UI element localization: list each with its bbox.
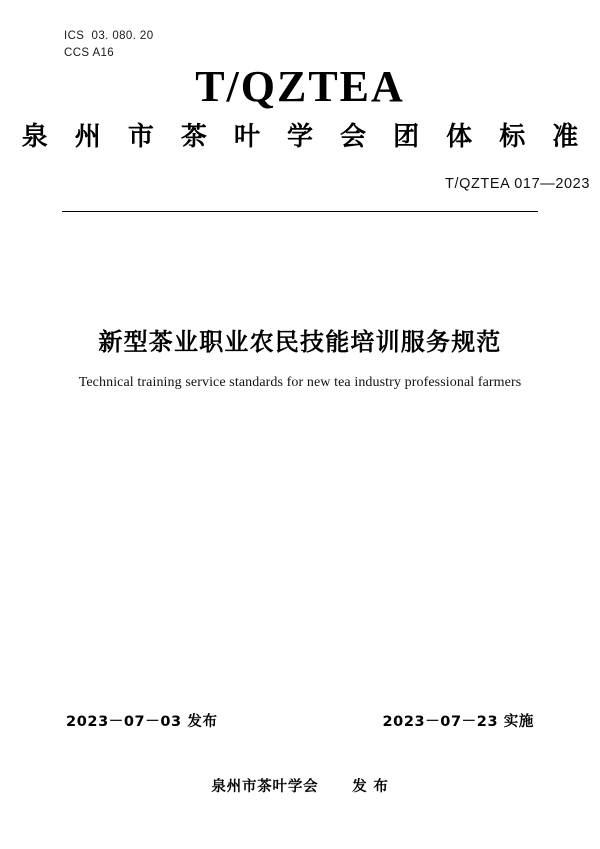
- document-title-english: Technical training service standards for new tea industry professional farmers: [78, 375, 522, 390]
- organization-chinese-name: 泉 州 市 茶 叶 学 会 团 体 标 准: [21, 122, 588, 152]
- ccs-code: CCS A16: [64, 47, 115, 59]
- date-row: [66, 710, 534, 731]
- effective-date: 2023－07－23 实施: [382, 714, 534, 730]
- standard-number: T/QZTEA 017—2023: [445, 176, 590, 192]
- ics-code: ICS 03. 080. 20: [64, 30, 154, 42]
- organization-block: [0, 62, 600, 192]
- publish-label: 发 布: [352, 779, 389, 795]
- issue-date: 2023－07－03 发布: [66, 714, 218, 730]
- document-title-chinese: 新型茶业职业农民技能培训服务规范: [98, 328, 502, 356]
- organization-latin-name: T/QZTEA: [195, 62, 405, 111]
- horizontal-divider: [62, 211, 538, 212]
- publisher-name: 泉州市茶叶学会: [211, 779, 319, 795]
- publisher-row: [0, 775, 600, 796]
- classification-codes: [64, 28, 154, 62]
